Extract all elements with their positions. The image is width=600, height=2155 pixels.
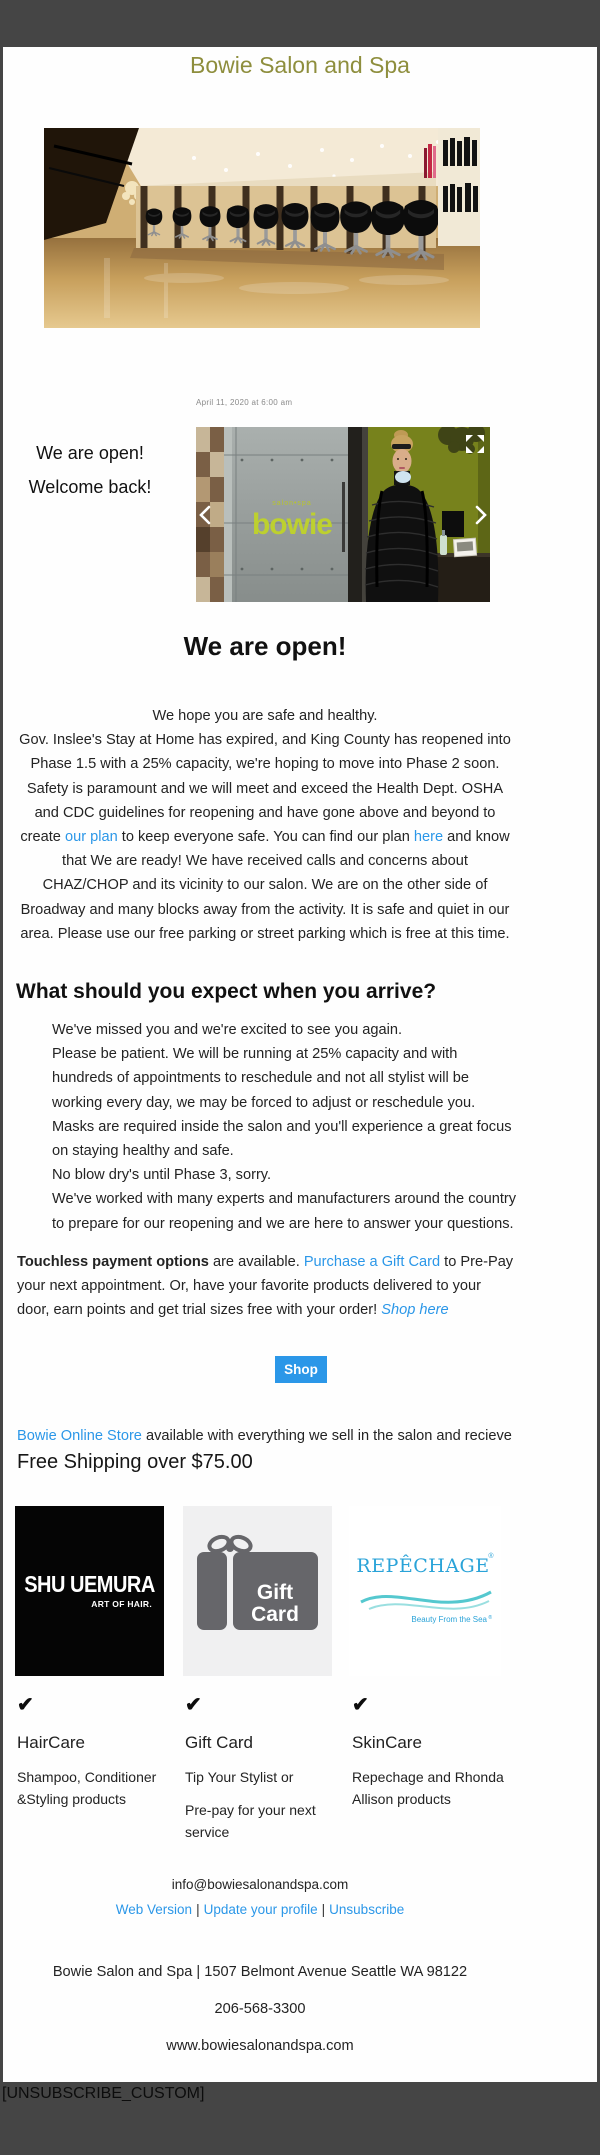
expect-list — [52, 1018, 520, 1236]
product-desc-haircare — [17, 1766, 169, 1821]
carousel-image[interactable] — [196, 427, 490, 602]
free-shipping-text: Free Shipping over $75.00 — [17, 1451, 253, 1473]
store-line — [17, 1424, 583, 1448]
carousel-date-caption: April 11, 2020 at 6:00 am — [196, 398, 293, 407]
intro-block — [18, 704, 512, 946]
product-image-giftcard[interactable] — [183, 1506, 332, 1676]
bowie-logo-text: bowie — [251, 508, 333, 541]
link-separator: | — [321, 1902, 326, 1917]
repechage-name: REPÊCHAGE — [356, 1555, 490, 1577]
our-plan-link[interactable]: our plan — [64, 829, 118, 846]
bowie-online-store-link[interactable]: Bowie Online Store — [17, 1428, 142, 1444]
web-version-link[interactable]: Web Version — [115, 1902, 193, 1917]
gift-card-icon — [183, 1506, 332, 1676]
intro-line: We hope you are safe and healthy. — [152, 708, 378, 724]
footer-links — [3, 1902, 517, 1917]
product-title-skincare: SkinCare — [352, 1733, 422, 1752]
desc-paragraph: Shampoo, Conditioner &Styling products — [17, 1769, 157, 1807]
intro-segment: and know that We are ready! We have received calls and concerns about CHAZ/CHOP and its vicinity to our salon. We are on the other side of Broadway and many blocks away from the activity. It is safe and quiet in our area. Please use our free parking or street parking which is free at this time. — [20, 829, 510, 942]
page-title: Bowie Salon and Spa — [190, 52, 410, 78]
salon-interior-photo — [44, 128, 480, 328]
repechage-tagline-reg: ® — [488, 1615, 492, 1621]
checkmark-icon: ✔ — [17, 1694, 34, 1716]
salon-interior-illustration — [44, 128, 480, 328]
unsubscribe-link[interactable]: Unsubscribe — [329, 1902, 405, 1917]
footer-address: Bowie Salon and Spa | 1507 Belmont Avenue Seattle WA 98122 — [52, 1964, 468, 1980]
expect-item: Masks are required inside the salon and you'll experience a great focus on staying healthy and safe. — [52, 1118, 512, 1160]
checkmark-icon: ✔ — [185, 1694, 202, 1716]
expect-item: We've worked with many experts and manufacturers around the country to prepare for our reopening and we are here to answer your questions. — [52, 1191, 517, 1232]
here-link[interactable]: here — [413, 829, 444, 846]
desc-paragraph: Tip Your Stylist or — [185, 1769, 294, 1785]
touchless-segment: are available. — [208, 1254, 304, 1270]
repechage-tagline: Beauty From the Sea — [411, 1615, 487, 1624]
welcome-line-2: Welcome back! — [28, 477, 152, 497]
footer-email: info@bowiesalonandspa.com — [171, 1877, 349, 1892]
shu-uemura-logo: SHU UEMURA — [24, 1571, 155, 1598]
footer-website: www.bowiesalonandspa.com — [166, 2038, 354, 2054]
shop-here-link[interactable]: Shop here — [381, 1302, 449, 1319]
intro-segment: Gov. Inslee's Stay at Home has expired, and King County has reopened into Phase 1.5 with a 25% capacity, we're hoping to move into Phase 2 soon. Safety is paramount and we will meet and exceed the Health Dept. OSHA and CDC guidelines for reopening and have gone above and beyond to create — [19, 732, 511, 846]
unsubscribe-custom-tag: [UNSUBSCRIBE_CUSTOM] — [2, 2085, 205, 2102]
bowie-logo-subtext: salon•spa — [272, 500, 312, 507]
gift-card-label-1: Gift — [256, 1581, 294, 1604]
expect-item: We've missed you and we're excited to see you again. — [52, 1022, 403, 1038]
update-profile-link[interactable]: Update your profile — [203, 1902, 318, 1917]
checkmark-icon: ✔ — [352, 1694, 369, 1716]
store-segment: available with everything we sell in the salon and recieve — [141, 1428, 512, 1444]
main-heading: We are open! — [183, 631, 347, 661]
welcome-text — [0, 436, 180, 504]
shu-uemura-tagline: ART OF HAIR. — [91, 1598, 152, 1609]
product-image-skincare[interactable] — [349, 1506, 501, 1676]
welcome-line-1: We are open! — [36, 443, 144, 463]
expect-item: Please be patient. We will be running at 25% capacity and with hundreds of appointments to reschedule and not all stylist will be working every day, we may be forced to adjust or reschedule you. — [52, 1046, 476, 1111]
touchless-segment: to Pre-Pay your next appointment. Or, have your favorite products delivered to your door, earn points and get trial sizes free with your order! — [17, 1254, 514, 1319]
storefront-illustration — [196, 427, 490, 602]
expect-item: No blow dry's until Phase 3, sorry. — [52, 1167, 272, 1184]
repechage-logo — [349, 1506, 501, 1676]
intro-segment: to keep everyone safe. You can find our plan — [117, 829, 414, 846]
touchless-paragraph — [17, 1250, 517, 1323]
purchase-gift-card-link[interactable]: Purchase a Gift Card — [303, 1254, 441, 1270]
link-separator: | — [196, 1902, 200, 1917]
expect-heading: What should you expect when you arrive? — [16, 980, 437, 1003]
footer-phone: 206-568-3300 — [214, 2001, 306, 2017]
touchless-bold: Touchless payment options — [17, 1254, 209, 1270]
product-title-giftcard: Gift Card — [185, 1733, 254, 1752]
shop-button[interactable]: Shop — [275, 1356, 327, 1383]
desc-paragraph: Repechage and Rhonda Allison products — [352, 1769, 504, 1807]
desc-paragraph: Pre-pay for your next service — [185, 1802, 316, 1840]
product-desc-giftcard — [185, 1766, 327, 1854]
intro-paragraph — [18, 728, 512, 946]
product-desc-skincare — [352, 1766, 504, 1821]
product-title-haircare: HairCare — [17, 1733, 86, 1752]
repechage-reg: ® — [488, 1553, 494, 1560]
product-image-haircare[interactable] — [15, 1506, 164, 1676]
gift-card-label-2: Card — [251, 1603, 299, 1626]
